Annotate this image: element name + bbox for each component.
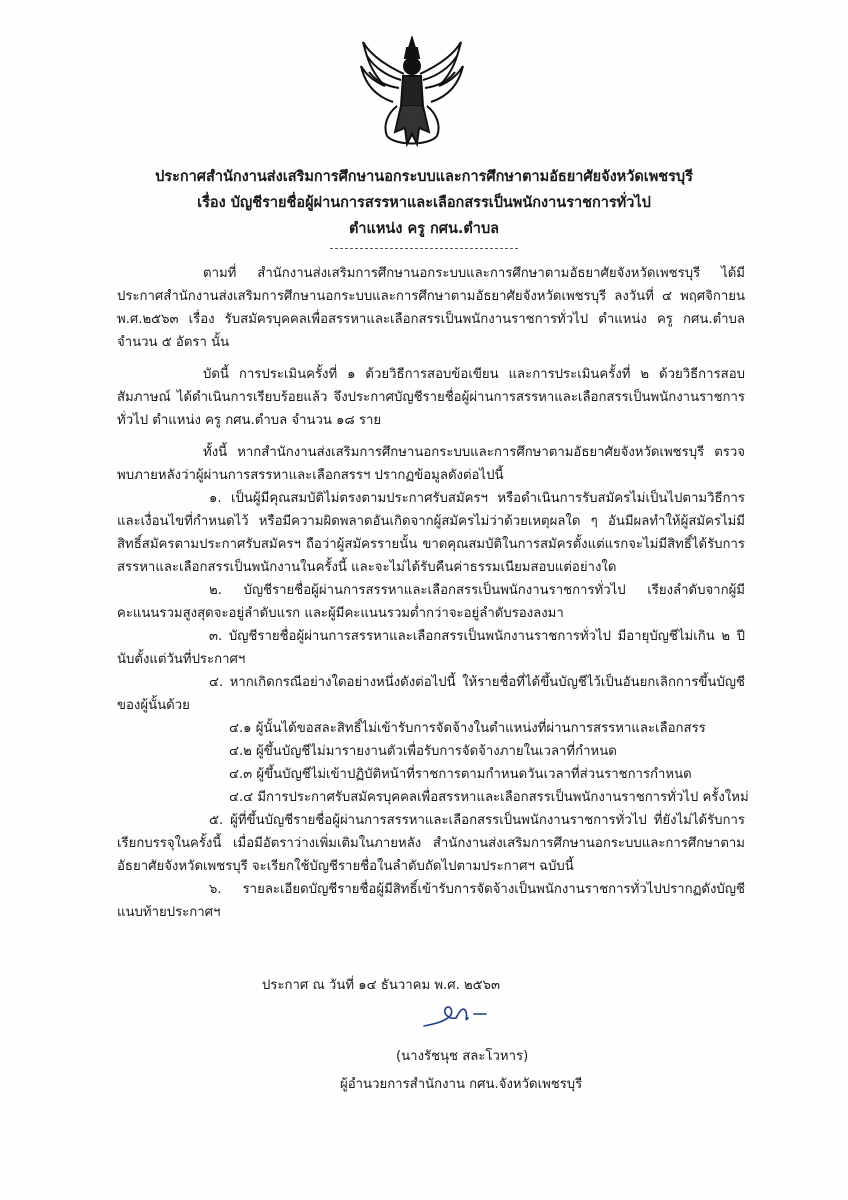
announcement-date: ประกาศ ณ วันที่ ๑๔ ธันวาคม พ.ศ. ๒๕๖๓ bbox=[262, 978, 501, 993]
condition-item-4: ๔. หากเกิดกรณีอย่างใดอย่างหนึ่งดังต่อไปนี้ ให้รายชื่อที่ได้ขึ้นบัญชีไว้เป็นอันยกเลิกการขึ้นบัญชีของผู้นั้นด้วย bbox=[117, 675, 745, 713]
condition-item-5: ๕. ผู้ที่ขึ้นบัญชีรายชื่อผู้ผ่านการสรรหาและเลือกสรรเป็นพนักงานราชการทั่วไป ที่ยังไม่ได้รับการเรียกบรรจุในครั้งนี้ เมื่อมีอัตราว่างเพิ่มเติมในภายหลัง สำนักงานส่งเสริมการศึกษานอกระบบและการศึกษาตามอัธยาศัยจังหวัดเพชรบุรี จะเรียกใช้บัญชีรายชื่อในลำดับถัดไปตามประกาศฯ ฉบับนี้ bbox=[117, 813, 745, 874]
signer-name: (นางรัชนุช สละโวหาร) bbox=[396, 1049, 529, 1064]
title-line-3: ตำแหน่ง ครู กศน.ตำบล bbox=[348, 221, 500, 237]
garuda-emblem-icon bbox=[357, 36, 467, 151]
paragraph-background: ตามที่ สำนักงานส่งเสริมการศึกษานอกระบบและการศึกษาตามอัธยาศัยจังหวัดเพชรบุรี ได้มีประกาศสำนักงานส่งเสริมการศึกษานอกระบบและการศึกษาตามอัธยาศัยจังหวัดเพชรบุรี ลงวันที่ ๔ พฤศจิกายน พ.ศ.๒๕๖๓ เรื่อง รับสมัครบุคคลเพื่อสรรหาและเลือกสรรเป็นพนักงานราชการทั่วไป ตำแหน่ง ครู กศน.ตำบล จำนวน ๕ อัตรา นั้น bbox=[117, 266, 745, 350]
condition-item-1: ๑. เป็นผู้มีคุณสมบัติไม่ตรงตามประกาศรับสมัครฯ หรือดำเนินการรับสมัครไม่เป็นไปตามวิธีการและเงื่อนไขที่กำหนดไว้ หรือมีความผิดพลาดอันเกิดจากผู้สมัครไม่ว่าด้วยเหตุผลใด ๆ อันมีผลทำให้ผู้สมัครไม่มีสิทธิ์สมัครตามประกาศรับสมัครฯ ถือว่าผู้สมัครรายนั้น ขาดคุณสมบัติในการสมัครตั้งแต่แรกจะไม่มีสิทธิ์ได้รับการสรรหาและเลือกสรรเป็นพนักงานในครั้งนี้ และจะไม่ได้รับคืนค่าธรรมเนียมสอบแต่อย่างใด bbox=[117, 491, 745, 575]
title-line-1: ประกาศสำนักงานส่งเสริมการศึกษานอกระบบและการศึกษาตามอัธยาศัยจังหวัดเพชรบุรี bbox=[155, 169, 693, 185]
title-divider bbox=[330, 248, 518, 249]
announcement-body bbox=[117, 262, 749, 924]
condition-item-4-4: ๔.๔ มีการประกาศรับสมัครบุคคลเพื่อสรรหาและเลือกสรรเป็นพนักงานราชการทั่วไป ครั้งใหม่ bbox=[229, 790, 749, 805]
handwritten-signature-icon bbox=[420, 996, 500, 1032]
title-line-2: เรื่อง บัญชีรายชื่อผู้ผ่านการสรรหาและเลือกสรรเป็นพนักงานราชการทั่วไป bbox=[197, 195, 651, 211]
condition-item-3: ๓. บัญชีรายชื่อผู้ผ่านการสรรหาและเลือกสรรเป็นพนักงานราชการทั่วไป มีอายุบัญชีไม่เกิน ๒ ปี นับตั้งแต่วันที่ประกาศฯ bbox=[117, 629, 745, 667]
condition-item-2: ๒. บัญชีรายชื่อผู้ผ่านการสรรหาและเลือกสรรเป็นพนักงานราชการทั่วไป เรียงลำดับจากผู้มีคะแนนรวมสูงสุดจะอยู่ลำดับแรก และผู้มีคะแนนรวมต่ำกว่าจะอยู่ลำดับรองลงมา bbox=[117, 583, 745, 621]
paragraph-result: บัดนี้ การประเมินครั้งที่ ๑ ด้วยวิธีการสอบข้อเขียน และการประเมินครั้งที่ ๒ ด้วยวิธีการสอบสัมภาษณ์ ได้ดำเนินการเรียบร้อยแล้ว จึงประกาศบัญชีรายชื่อผู้ผ่านการสรรหาและเลือกสรรเป็นพนักงานราชการทั่วไป ตำแหน่ง ครู กศน.ตำบล จำนวน ๑๘ ราย bbox=[117, 367, 745, 428]
condition-item-4-2: ๔.๒ ผู้ขึ้นบัญชีไม่มารายงานตัวเพื่อรับการจัดจ้างภายในเวลาที่กำหนด bbox=[229, 744, 617, 759]
condition-item-6: ๖. รายละเอียดบัญชีรายชื่อผู้มีสิทธิ์เข้ารับการจัดจ้างเป็นพนักงานราชการทั่วไปปรากฏดังบัญชีแนบท้ายประกาศฯ bbox=[117, 882, 745, 920]
condition-item-4-1: ๔.๑ ผู้นั้นได้ขอสละสิทธิ์ไม่เข้ารับการจัดจ้างในตำแหน่งที่ผ่านการสรรหาและเลือกสรร bbox=[229, 721, 706, 736]
announcement-title bbox=[100, 164, 748, 242]
paragraph-conditions: ทั้งนี้ หากสำนักงานส่งเสริมการศึกษานอกระบบและการศึกษาตามอัธยาศัยจังหวัดเพชรบุรี ตรวจพบภายหลังว่าผู้ผ่านการสรรหาและเลือกสรรฯ ปรากฏข้อมูลดังต่อไปนี้ bbox=[117, 445, 745, 483]
condition-item-4-3: ๔.๓ ผู้ขึ้นบัญชีไม่เข้าปฏิบัติหน้าที่ราชการตามกำหนดวันเวลาที่ส่วนราชการกำหนด bbox=[229, 767, 692, 782]
signer-position: ผู้อำนวยการสำนักงาน กศน.จังหวัดเพชรบุรี bbox=[340, 1077, 583, 1092]
